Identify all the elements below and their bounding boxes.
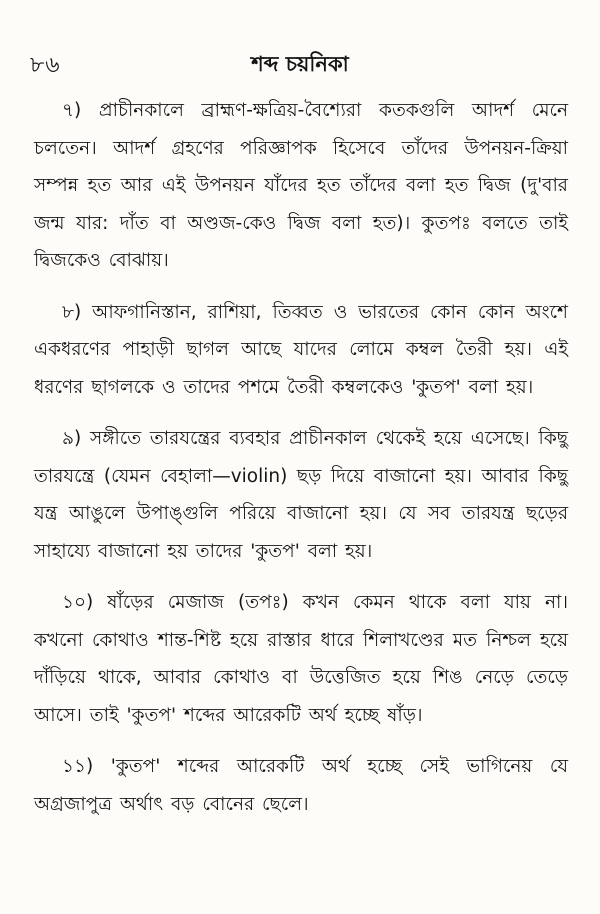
page-body — [34, 92, 568, 823]
paragraph-8: ৮) আফগানিস্তান, রাশিয়া, তিব্বত ও ভারতের কোন কোন অংশে একধরণের পাহাড়ী ছাগল আছে যাদের লোমে কম্বল তৈরী হয়। এই ধরণের ছাগলকে ও তাদের পশমে তৈরী কম্বলকেও 'কুতপ' বলা হয়। — [34, 301, 568, 398]
paragraph-7: ৭) প্রাচীনকালে ব্রাহ্মণ-ক্ষত্রিয়-বৈশ্যেরা কতকগুলি আদর্শ মেনে চলতেন। আদর্শ গ্রহণের পরিজ্ঞাপক হিসেবে তাঁদের উপনয়ন-ক্রিয়া সম্পন্ন হত আর এই উপনয়ন যাঁদের হত তাঁদের বলা হত দ্বিজ (দু'বার জন্ম যার: দাঁত বা অণ্ডজ-কেও দ্বিজ বলা হত)। কুতপঃ বলতে তাই দ্বিজকেও বোঝায়। — [34, 100, 568, 271]
paragraph-11: ১১) 'কুতপ' শব্দের আরেকটি অর্থ হচ্ছে সেই ভাগিনেয় যে অগ্রজাপুত্র অর্থাৎ বড় বোনের ছেলে। — [34, 756, 568, 815]
paragraph-9: ৯) সঙ্গীতে তারযন্ত্রের ব্যবহার প্রাচীনকাল থেকেই হয়ে এসেছে। কিছু তারযন্ত্রে (যেমন বেহালা—violin) ছড় দিয়ে বাজানো হয়। আবার কিছু যন্ত্র আঙুলে উপাঙ্গুলি পরিয়ে বাজানো হয়। যে সব তারযন্ত্র ছড়ের সাহায্যে বাজানো হয় তাদের 'কুতপ' বলা হয়। — [34, 428, 568, 562]
running-title: শব্দ চয়নিকা — [251, 52, 349, 76]
page-number: ৮৬ — [30, 53, 61, 78]
paragraph-10: ১০) ষাঁড়ের মেজাজ (তপঃ) কখন কেমন থাকে বলা যায় না। কখনো কোথাও শান্ত-শিষ্ট হয়ে রাস্তার ধারে শিলাখণ্ডের মত নিশ্চল হয়ে দাঁড়িয়ে থাকে, আবার কোথাও বা উত্তেজিত হয়ে শিঙ নেড়ে তেড়ে আসে। তাই 'কুতপ' শব্দের আরেকটি অর্থ হচ্ছে ষাঁড়। — [34, 592, 568, 726]
